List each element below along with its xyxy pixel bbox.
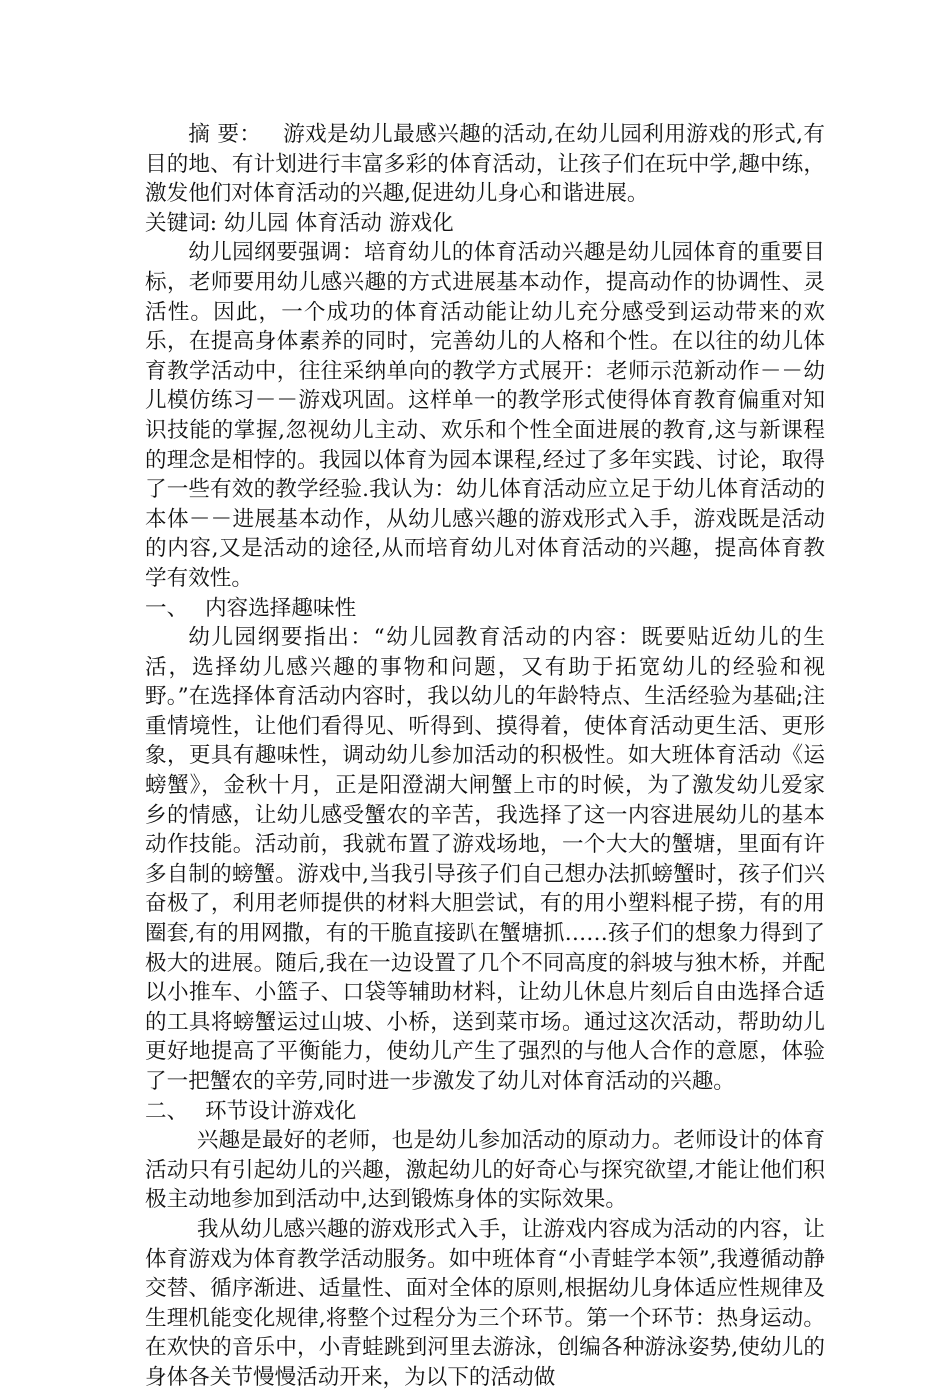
- section-1-paragraph: 幼儿园纲要指出：“幼儿园教育活动的内容：既要贴近幼儿的生活，选择幼儿感兴趣的事物和问题，又有助于拓宽幼儿的经验和视野。”在选择体育活动内容时，我以幼儿的年龄特点、生活经验为基础;注重情境性，让他们看得见、听得到、摸得着，使体育活动更生活、更形象，更具有趣味性，调动幼儿参加活动的积极性。如大班体育活动《运螃蟹》，金秋十月，正是阳澄湖大闸蟹上市的时候，为了激发幼儿爱家乡的情感，让幼儿感受蟹农的辛苦，我选择了这一内容进展幼儿的基本动作技能。活动前，我就布置了游戏场地，一个大大的蟹塘，里面有许多自制的螃蟹。游戏中,当我引导孩子们自己想办法抓螃蟹时，孩子们兴奋极了，利用老师提供的材料大胆尝试，有的用小塑料棍子捞，有的用圈套,有的用网撒，有的干脆直接趴在蟹塘抓……孩子们的想象力得到了极大的进展。随后,我在一边设置了几个不同高度的斜坡与独木桥，并配以小推车、小篮子、口袋等辅助材料，让幼儿休息片刻后自由选择合适的工具将螃蟹运过山坡、小桥，送到菜市场。通过这次活动，帮助幼儿更好地提高了平衡能力，使幼儿产生了强烈的与他人合作的意愿，体验了一把蟹农的辛劳,同时进一步激发了幼儿对体育活动的兴趣。: [145, 625, 825, 1094]
- section-heading-1: [145, 594, 825, 624]
- section-title: 内容选择趣味性: [205, 595, 357, 621]
- keywords-line: [145, 209, 825, 239]
- section-heading-2: [145, 1097, 825, 1127]
- section-2-paragraph-1: 兴趣是最好的老师，也是幼儿参加活动的原动力。老师设计的体育活动只有引起幼儿的兴趣，激起幼儿的好奇心与探究欲望,才能让他们积极主动地参加到活动中,达到锻炼身体的实际效果。: [145, 1128, 825, 1213]
- abstract-text: 游戏是幼儿最感兴趣的活动,在幼儿园利用游戏的形式,有目的地、有计划进行丰富多彩的体育活动，让孩子们在玩中学,趣中练，激发他们对体育活动的兴趣,促进幼儿身心和谐进展。: [145, 122, 825, 207]
- document-page: [145, 120, 825, 1393]
- section-2-paragraph-2: 我从幼儿感兴趣的游戏形式入手，让游戏内容成为活动的内容，让体育游戏为体育教学活动服务。如中班体育“小青蛙学本领”,我遵循动静交替、循序渐进、适量性、面对全体的原则,根据幼儿身体适应性规律及生理机能变化规律,将整个过程分为三个环节。第一个环节：热身运动。在欢快的音乐中，小青蛙跳到河里去游泳，创编各种游泳姿势,使幼儿的身体各关节慢慢活动开来，为以下的活动做: [145, 1216, 825, 1390]
- keywords-label: 关键词:: [145, 210, 218, 236]
- abstract-label: 摘 要：: [188, 122, 262, 147]
- section-number: 二、: [145, 1098, 189, 1124]
- section-number: 一、: [145, 595, 189, 621]
- intro-paragraph: 幼儿园纲要强调：培育幼儿的体育活动兴趣是幼儿园体育的重要目标，老师要用幼儿感兴趣的方式进展基本动作，提高动作的协调性、灵活性。因此，一个成功的体育活动能让幼儿充分感受到运动带来的欢乐，在提高身体素养的同时，完善幼儿的人格和个性。在以往的幼儿体育教学活动中，往往采纳单向的教学方式展开：老师示范新动作－－幼儿模仿练习－－游戏巩固。这样单一的教学形式使得体育教育偏重对知识技能的掌握,忽视幼儿主动、欢乐和个性全面进展的教育,这与新课程的理念是相悖的。我园以体育为园本课程,经过了多年实践、讨论，取得了一些有效的教学经验.我认为：幼儿体育活动应立足于幼儿体育活动的本体－－进展基本动作，从幼儿感兴趣的游戏形式入手，游戏既是活动的内容,又是活动的途径,从而培育幼儿对体育活动的兴趣，提高体育教学有效性。: [145, 240, 825, 591]
- keyword-item: 体育活动: [295, 210, 382, 236]
- keyword-item: 游戏化: [388, 210, 454, 236]
- keyword-item: 幼儿园: [223, 210, 289, 236]
- abstract-paragraph: [145, 120, 825, 209]
- section-title: 环节设计游戏化: [205, 1098, 357, 1124]
